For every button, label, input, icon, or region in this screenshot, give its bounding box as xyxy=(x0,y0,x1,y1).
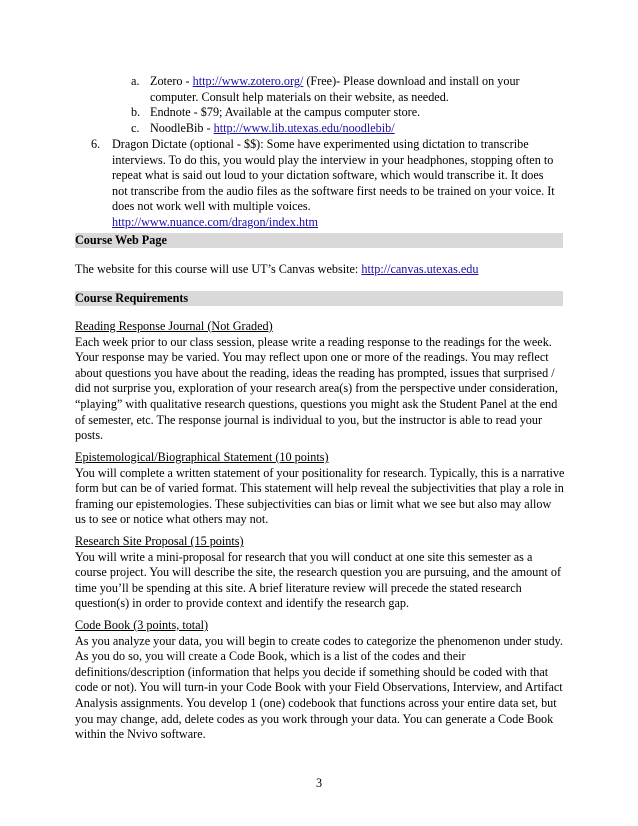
requirement-body: You will complete a written statement of your positionality for research. Typically, this is a narrative form but can be of varied format. This statement will help reveal the subjectivities that play a role in framing our epistemologies. These subjectivities can bias or limit what we see but also may allow us to see or notice what others may not. xyxy=(75,465,565,527)
requirement-body: As you analyze your data, you will begin to create codes to categorize the phenomenon under study. As you do so, you will create a Code Book, which is a list of the codes and their definitions/description (information that helps you decide if something should be coded with that code or not). You will turn-in your Code Book with your Field Observations, Interview, and Artifact Analysis assignments. You develop 1 (one) codebook that functions across your entire data set, but you may change, add, delete codes as you work through your data. You can generate a Code Book within the Nvivo software. xyxy=(75,633,563,742)
requirement-title: Epistemological/Biographical Statement (10 points) xyxy=(75,450,329,464)
list-item-dragon-dictate xyxy=(91,137,561,231)
software-lettered-list xyxy=(131,74,571,136)
course-web-page-text: The website for this course will use UT’s Canvas website: xyxy=(75,262,362,276)
requirement-title: Research Site Proposal (15 points) xyxy=(75,534,244,548)
requirement-code-book xyxy=(75,618,565,743)
requirement-body: You will write a mini-proposal for research that you will conduct at one site this semester as a course project. You will describe the site, the research question you are pursuing, and the amount of time you’ll be spending at this site. A brief literature review will precede the stated research question(s) in order to provide context and identify the research gap. xyxy=(75,549,562,611)
list-item-endnote xyxy=(131,105,571,121)
requirement-body: Each week prior to our class session, please write a reading response to the readings for the week. Your response may be varied. You may reflect upon one or more of the readings. You may reflect about questions you have about the reading, ideas the reading has prompted, issues that surprised / did not surprise you, exploration of your research area(s) from the perspective under consideration, “playing” with qualitative research questions, questions you might ask the Student Panel at the end of semester, etc. The response journal is individual to you, but the instructor is able to read your posts. xyxy=(75,334,558,443)
list-item-text: Dragon Dictate (optional - $$): Some have experimented using dictation to transcribe interviews. To do this, you would play the interview in your headphones, stopping often to repeat what is said out loud to your dictation software, which would transcribe it. It does not transcribe from the audio files as the software first needs to be trained on your voice. It does not work well with multiple voices. xyxy=(112,137,555,214)
requirement-epistemological-statement xyxy=(75,450,565,528)
course-web-page-heading: Course Web Page xyxy=(75,233,563,248)
list-marker: a. xyxy=(131,74,140,88)
page-number: 3 xyxy=(315,776,323,790)
list-item-text: Endnote - $79; Available at the campus computer store. xyxy=(150,105,421,120)
canvas-link[interactable]: http://canvas.utexas.edu xyxy=(361,262,479,276)
requirement-title: Code Book (3 points, total) xyxy=(75,618,209,632)
requirement-title: Reading Response Journal (Not Graded) xyxy=(75,319,273,333)
list-marker: c. xyxy=(131,120,140,135)
zotero-link[interactable]: http://www.zotero.org/ xyxy=(192,74,304,88)
list-item-zotero xyxy=(131,74,571,105)
list-marker: b. xyxy=(131,105,141,120)
software-numbered-list xyxy=(91,137,561,231)
noodlebib-link[interactable]: http://www.lib.utexas.edu/noodlebib/ xyxy=(213,120,395,135)
requirement-research-site-proposal xyxy=(75,534,565,612)
dragon-link[interactable]: http://www.nuance.com/dragon/index.htm xyxy=(112,214,319,229)
list-item-text: (Free)- Please download and install on your computer. Consult help materials on their website, as needed. xyxy=(150,74,520,104)
course-web-page-section xyxy=(75,262,565,278)
list-item-text: NoodleBib - xyxy=(150,120,214,135)
list-item-noodlebib xyxy=(131,121,571,137)
requirement-reading-response xyxy=(75,319,565,444)
list-marker: 6. xyxy=(91,137,101,151)
course-requirements-heading: Course Requirements xyxy=(75,291,563,306)
list-item-text: Zotero - xyxy=(150,74,193,88)
